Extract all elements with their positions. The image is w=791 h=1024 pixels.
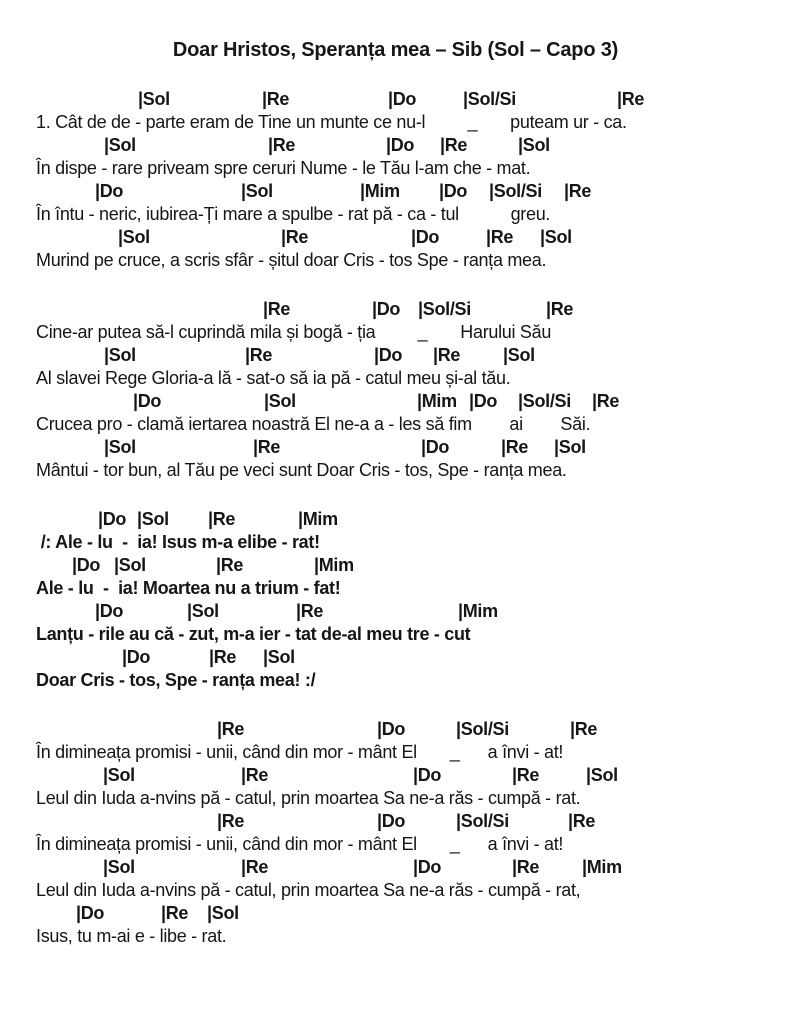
chord: |Re xyxy=(564,181,592,201)
chord: |Do xyxy=(386,135,415,155)
chord: |Re xyxy=(209,647,237,667)
chord: |Do xyxy=(377,811,406,831)
lyric-line: În dimineața promisi - unii, când din mor - mânt El _ a învi - at! xyxy=(36,742,564,762)
chord: |Re xyxy=(617,89,645,109)
chord: |Sol/Si xyxy=(489,181,542,201)
chord-line xyxy=(0,856,791,878)
chord: |Do xyxy=(377,719,406,739)
chord: |Re xyxy=(433,345,461,365)
chord: |Sol xyxy=(264,391,296,411)
lyric-line: 1. Cât de de - parte eram de Tine un munte ce nu-l _ puteam ur - ca. xyxy=(36,112,627,132)
chord: |Do xyxy=(72,555,101,575)
section-verse-1 xyxy=(0,88,791,272)
chord: |Do xyxy=(95,601,124,621)
chord: |Sol xyxy=(137,509,169,529)
chord: |Sol xyxy=(207,903,239,923)
chord: |Re xyxy=(281,227,309,247)
chord-line xyxy=(0,554,791,576)
chord: |Sol xyxy=(586,765,618,785)
lyric-line: Leul din Iuda a-nvins pă - catul, prin moartea Sa ne-a răs - cumpă - rat, xyxy=(36,880,581,900)
chord: |Mim xyxy=(298,509,338,529)
chord: |Mim xyxy=(582,857,622,877)
chord-line xyxy=(0,88,791,110)
chord: |Sol xyxy=(554,437,586,457)
lyric-line: Doar Cris - tos, Spe - ranța mea! :/ xyxy=(36,670,316,690)
chord: |Re xyxy=(512,857,540,877)
chord: |Mim xyxy=(458,601,498,621)
lyric-line: Lanțu - rile au că - zut, m-a ier - tat de-al meu tre - cut xyxy=(36,624,471,644)
chord: |Do xyxy=(469,391,498,411)
chord: |Re xyxy=(241,765,269,785)
chord: |Sol/Si xyxy=(518,391,571,411)
chord-line xyxy=(0,600,791,622)
section-verse-2 xyxy=(0,298,791,482)
chord-line xyxy=(0,810,791,832)
chord-line xyxy=(0,902,791,924)
chord: |Sol xyxy=(518,135,550,155)
chord: |Do xyxy=(413,857,442,877)
chord: |Re xyxy=(568,811,596,831)
lyric-line: /: Ale - lu - ia! Isus m-a elibe - rat! xyxy=(36,532,320,552)
lyric-line: Mântui - tor bun, al Tău pe veci sunt Doar Cris - tos, Spe - ranța mea. xyxy=(36,460,567,480)
chord: |Re xyxy=(546,299,574,319)
lyric-line: Crucea pro - clamă iertarea noastră El ne-a a - les să fim ai Săi. xyxy=(36,414,591,434)
chord-line xyxy=(0,508,791,530)
chord: |Sol/Si xyxy=(418,299,471,319)
chord: |Re xyxy=(208,509,236,529)
chord: |Sol xyxy=(263,647,295,667)
chord: |Sol xyxy=(114,555,146,575)
chord-line xyxy=(0,134,791,156)
chord: |Do xyxy=(413,765,442,785)
lyric-line: În dispe - rare priveam spre ceruri Nume - le Tău l-am che - mat. xyxy=(36,158,531,178)
chord: |Re xyxy=(262,89,290,109)
lyric-line: Isus, tu m-ai e - libe - rat. xyxy=(36,926,227,946)
chord: |Sol xyxy=(103,857,135,877)
song-title: Doar Hristos, Speranța mea – Sib (Sol – Capo 3) xyxy=(172,39,619,61)
song-body xyxy=(0,88,791,948)
chord-line xyxy=(0,390,791,412)
chord-line xyxy=(0,718,791,740)
chord: |Sol xyxy=(104,437,136,457)
chord: |Do xyxy=(421,437,450,457)
chord: |Re xyxy=(216,555,244,575)
lyric-line: Ale - lu - ia! Moartea nu a trium - fat! xyxy=(36,578,341,598)
lyric-line: Al slavei Rege Gloria-a lă - sat-o să ia pă - catul meu și-al tău. xyxy=(36,368,511,388)
lyric-line: Cine-ar putea să-l cuprindă mila și bogă - ția _ Harului Său xyxy=(36,322,552,342)
chord: |Sol/Si xyxy=(456,811,509,831)
chord: |Do xyxy=(133,391,162,411)
lyric-line: Leul din Iuda a-nvins pă - catul, prin moartea Sa ne-a răs - cumpă - rat. xyxy=(36,788,581,808)
chord: |Re xyxy=(501,437,529,457)
section-verse-3 xyxy=(0,718,791,948)
chord: |Sol xyxy=(138,89,170,109)
chord: |Re xyxy=(245,345,273,365)
chord-line xyxy=(0,436,791,458)
chord: |Sol xyxy=(187,601,219,621)
chord: |Do xyxy=(98,509,127,529)
chord: |Do xyxy=(122,647,151,667)
chord: |Re xyxy=(241,857,269,877)
chord: |Re xyxy=(512,765,540,785)
chord: |Do xyxy=(372,299,401,319)
lyric-line: În dimineața promisi - unii, când din mor - mânt El _ a învi - at! xyxy=(36,834,564,854)
chord: |Re xyxy=(217,811,245,831)
chord-line xyxy=(0,180,791,202)
section-chorus xyxy=(0,508,791,692)
chord-line xyxy=(0,226,791,248)
chord: |Re xyxy=(486,227,514,247)
chord: |Sol xyxy=(503,345,535,365)
chord: |Sol/Si xyxy=(456,719,509,739)
chord: |Do xyxy=(95,181,124,201)
chord: |Do xyxy=(388,89,417,109)
chord: |Sol xyxy=(104,135,136,155)
chord: |Re xyxy=(570,719,598,739)
chord: |Sol xyxy=(118,227,150,247)
chord-line xyxy=(0,764,791,786)
chord-line xyxy=(0,298,791,320)
chord: |Mim xyxy=(360,181,400,201)
chord-line xyxy=(0,646,791,668)
chord: |Re xyxy=(263,299,291,319)
chord: |Sol/Si xyxy=(463,89,516,109)
lyric-line: În întu - neric, iubirea-Ți mare a spulbe - rat pă - ca - tul greu. xyxy=(36,204,551,224)
chord: |Re xyxy=(440,135,468,155)
chord: |Do xyxy=(439,181,468,201)
chord: |Do xyxy=(374,345,403,365)
chord: |Re xyxy=(592,391,620,411)
chord: |Sol xyxy=(241,181,273,201)
chord: |Re xyxy=(268,135,296,155)
chord: |Sol xyxy=(103,765,135,785)
chord: |Mim xyxy=(314,555,354,575)
chord: |Re xyxy=(296,601,324,621)
chord: |Do xyxy=(411,227,440,247)
lyric-line: Murind pe cruce, a scris sfâr - șitul doar Cris - tos Spe - ranța mea. xyxy=(36,250,547,270)
chord: |Sol xyxy=(540,227,572,247)
chord: |Mim xyxy=(417,391,457,411)
chord: |Re xyxy=(161,903,189,923)
chord: |Do xyxy=(76,903,105,923)
chord: |Sol xyxy=(104,345,136,365)
chord-line xyxy=(0,344,791,366)
chord: |Re xyxy=(253,437,281,457)
chord: |Re xyxy=(217,719,245,739)
